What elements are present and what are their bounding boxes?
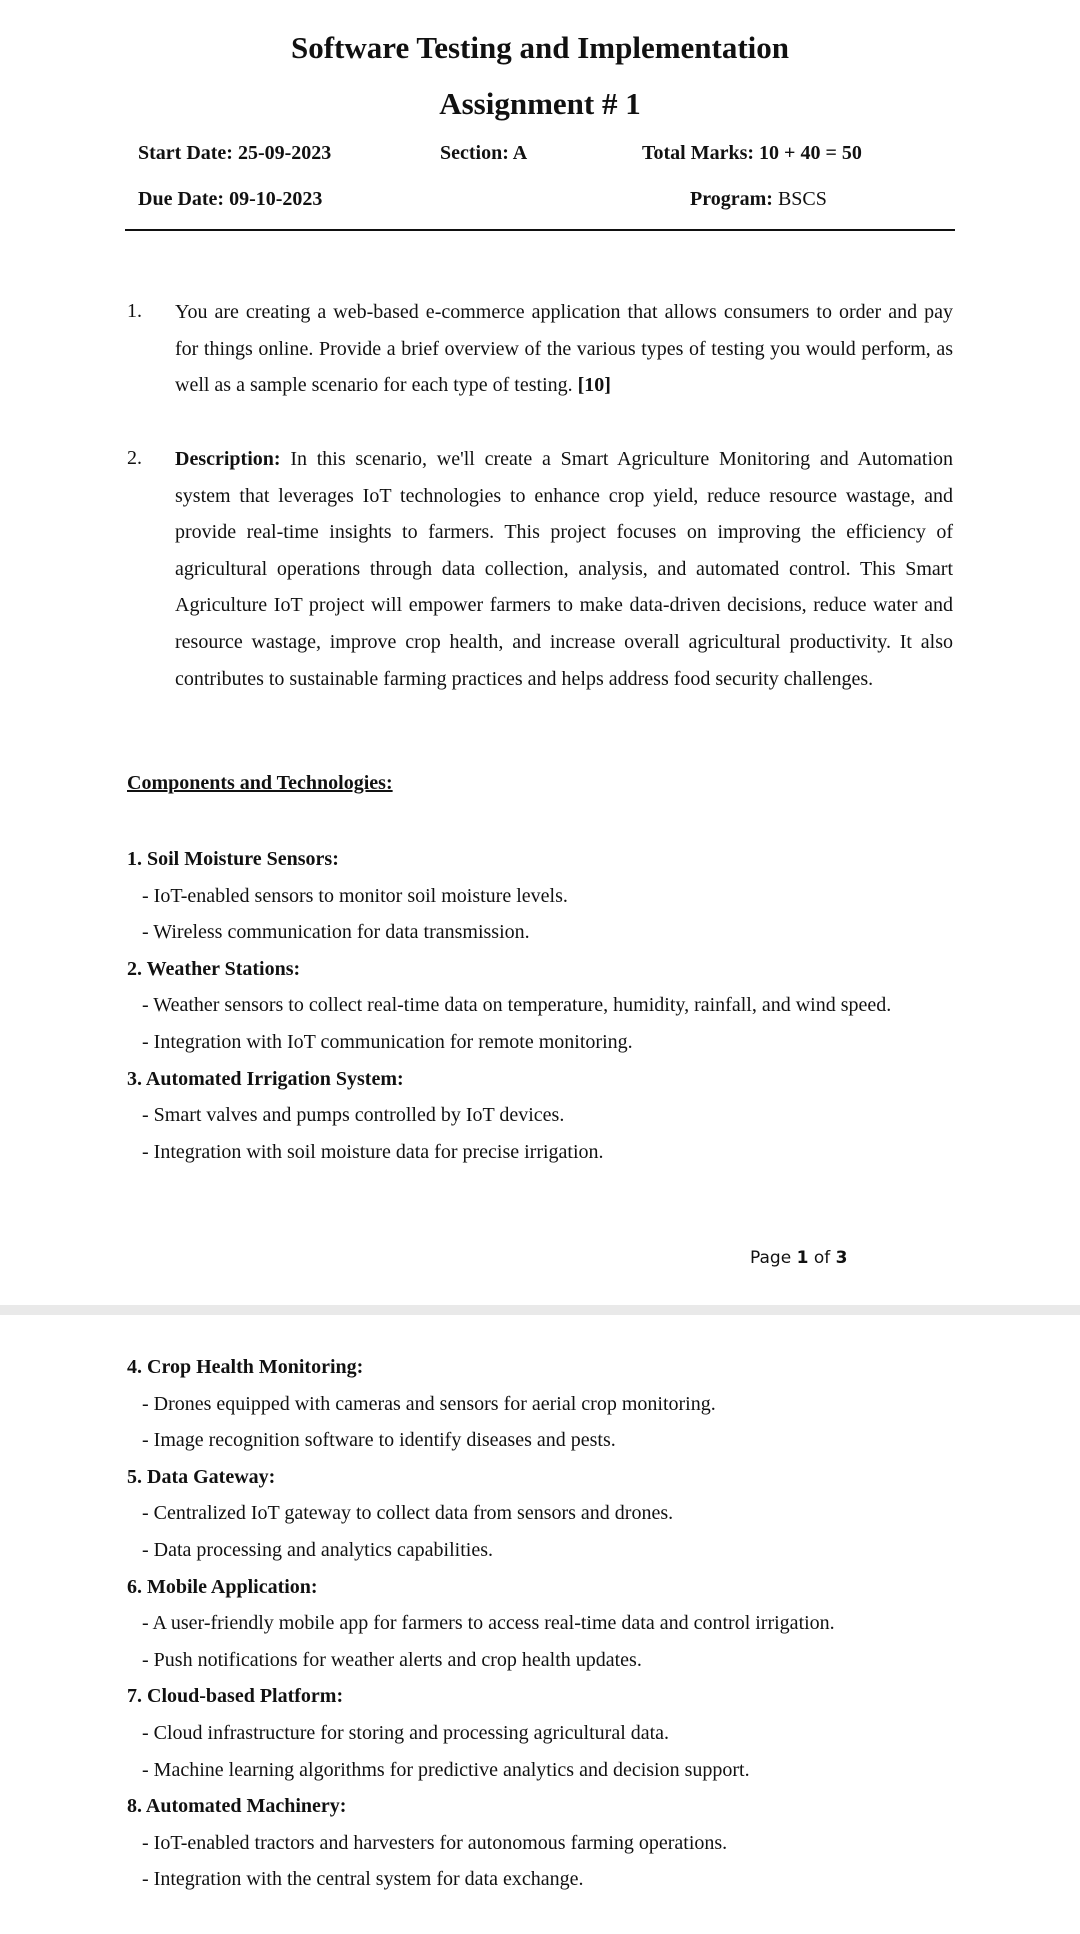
program: Program: BSCS	[690, 188, 827, 210]
components-heading: Components and Technologies:	[127, 772, 393, 794]
component-item: - Integration with soil moisture data for precise irrigation.	[142, 1140, 604, 1163]
page-separator	[0, 1305, 1080, 1315]
question-1-text: You are creating a web-based e-commerce application that allows consumers to order and pay for things online. Provide a brief overview of the various types of testing you would perform, as well as a sample scenario for each type of testing. [10]	[175, 301, 953, 397]
component-item: - Smart valves and pumps controlled by IoT devices.	[142, 1104, 565, 1127]
component-title: 6. Mobile Application:	[127, 1575, 318, 1598]
component-title: 2. Weather Stations:	[127, 957, 301, 980]
component-item: - A user-friendly mobile app for farmers to access real-time data and control irrigation.	[142, 1612, 835, 1635]
component-item: - Integration with IoT communication for remote monitoring.	[142, 1030, 633, 1053]
component-title: 3. Automated Irrigation System:	[127, 1067, 404, 1090]
component-item: - Wireless communication for data transmission.	[142, 921, 530, 944]
component-item: - Drones equipped with cameras and sensors for aerial crop monitoring.	[142, 1392, 716, 1415]
components-list-page-2	[127, 1349, 1027, 1898]
component-title: 1. Soil Moisture Sensors:	[127, 848, 339, 870]
component-item: - Weather sensors to collect real-time data on temperature, humidity, rainfall, and wind speed.	[142, 994, 892, 1017]
components-list-page-1	[127, 841, 1027, 1170]
assignment-number: Assignment # 1	[439, 86, 641, 121]
component-title: 7. Cloud-based Platform:	[127, 1685, 344, 1708]
component-item: - IoT-enabled sensors to monitor soil moisture levels.	[142, 884, 568, 907]
document-title: Software Testing and Implementation	[290, 30, 790, 65]
section: Section: A	[440, 142, 528, 164]
question-1-number: 1.	[127, 300, 142, 322]
component-item: - Integration with the central system for data exchange.	[142, 1868, 584, 1891]
component-title: 4. Crop Health Monitoring:	[127, 1356, 364, 1378]
component-title: 5. Data Gateway:	[127, 1465, 276, 1488]
component-item: - Machine learning algorithms for predictive analytics and decision support.	[142, 1758, 750, 1781]
component-item: - IoT-enabled tractors and harvesters for autonomous farming operations.	[142, 1831, 728, 1854]
total-marks: Total Marks: 10 + 40 = 50	[642, 142, 862, 164]
component-item: - Push notifications for weather alerts and crop health updates.	[142, 1648, 642, 1671]
component-item: - Data processing and analytics capabilities.	[142, 1538, 493, 1561]
component-item: - Image recognition software to identify diseases and pests.	[142, 1429, 616, 1452]
start-date: Start Date: 25-09-2023	[138, 142, 332, 164]
page-number-footer: Page 1 of 3	[750, 1248, 848, 1268]
question-2-number: 2.	[127, 447, 142, 469]
header-divider	[125, 229, 955, 231]
component-title: 8. Automated Machinery:	[127, 1795, 347, 1818]
question-1-marks: [10]	[577, 374, 611, 397]
document-page-2	[0, 1315, 1080, 1934]
due-date: Due Date: 09-10-2023	[138, 188, 323, 210]
component-item: - Centralized IoT gateway to collect data from sensors and drones.	[142, 1502, 674, 1525]
question-2-text: Description: In this scenario, we'll create a Smart Agriculture Monitoring and Automation system that leverages IoT technologies to enhance crop yield, reduce resource wastage, and provide real-time insights to farmers. This project focuses on improving the efficiency of agricultural operations through data collection, analysis, and automated control. This Smart Agriculture IoT project will empower farmers to make data-driven decisions, reduce water and resource wastage, improve crop health, and increase overall agricultural productivity. It also contributes to sustainable farming practices and helps address food security challenges.	[175, 448, 954, 690]
component-item: - Cloud infrastructure for storing and processing agricultural data.	[142, 1721, 670, 1744]
